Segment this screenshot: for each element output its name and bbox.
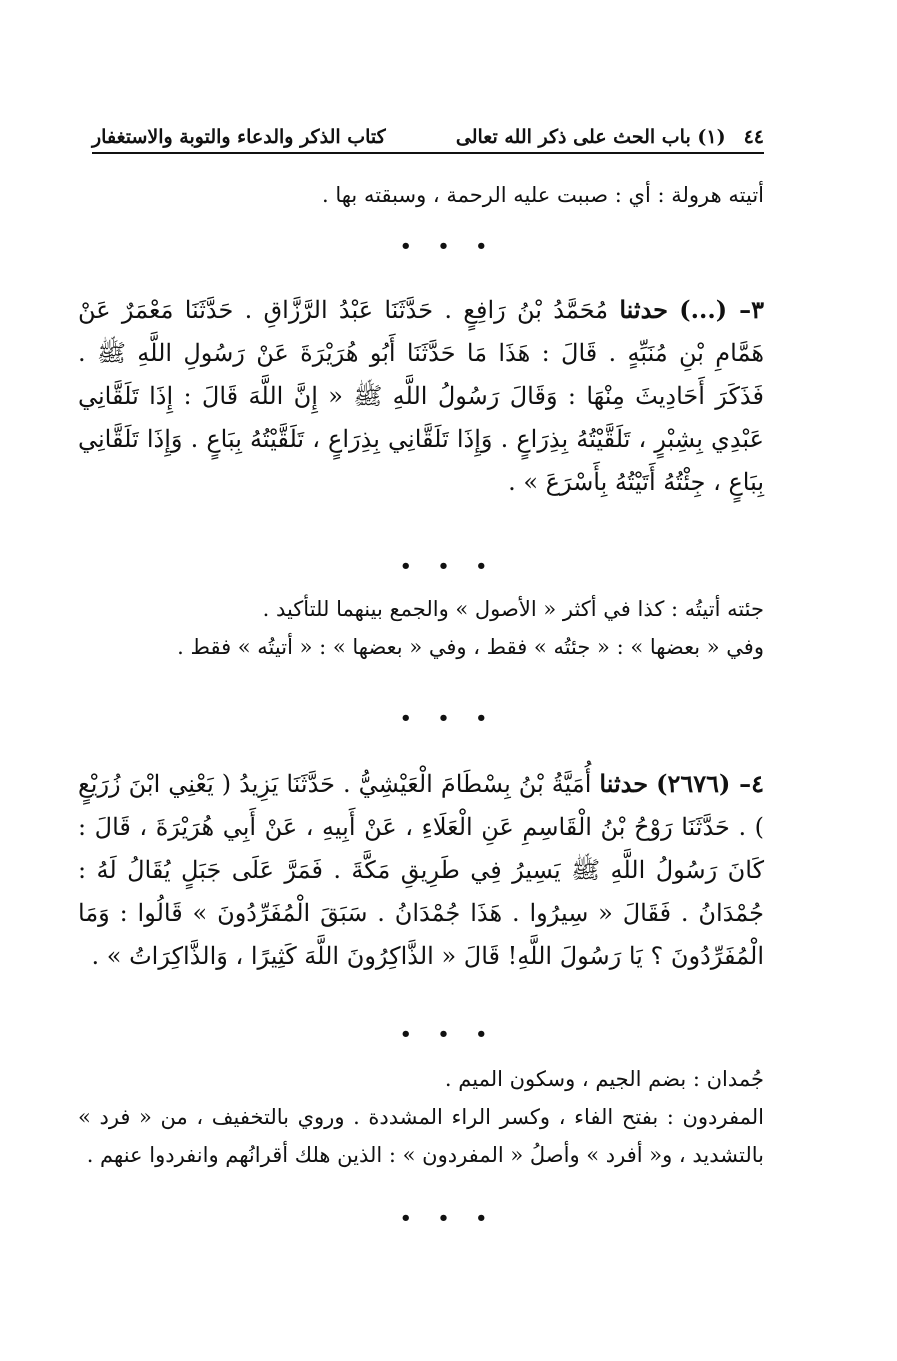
hadith-4-text: أُمَيَّةُ بْنُ بِسْطَامَ الْعَيْشِيُّ . حَدَّثَنَا يَزِيدُ ( يَعْنِي ابْنَ زُرَيْعٍ ) . حَدَّثَنَا رَوْحُ بْنُ الْقَاسِمِ عَنِ الْعَلَاءِ ، عَنْ أَبِيهِ ، عَنْ أَبِي هُرَيْرَةَ ، قَالَ : كَانَ رَسُولُ اللَّهِ ﷺ يَسِيرُ فِي طَرِيقِ مَكَّةَ . فَمَرَّ عَلَى جَبَلٍ يُقَالُ لَهُ : جُمْدَانُ . فَقَالَ « سِيرُوا . هَذَا جُمْدَانُ . سَبَقَ الْمُفَرِّدُونَ » قَالُوا : وَمَا الْمُفَرِّدُونَ ؟ يَا رَسُولَ اللَّهِ! قَالَ « الذَّاكِرُونَ اللَّهَ كَثِيرًا ، وَالذَّاكِرَاتُ » . <box>78 770 764 970</box>
separator-3: • • • <box>399 708 498 729</box>
hadith-3-lead: حدثنا <box>619 295 669 324</box>
running-header <box>92 114 764 154</box>
separator-1: • • • <box>399 236 498 257</box>
note-4 <box>78 1060 764 1174</box>
note-3-line-2: وفي « بعضها » : « جئتُه » فقط ، وفي « بعضها » : « أتيتُه » فقط . <box>177 635 764 659</box>
hadith-3-text: مُحَمَّدُ بْنُ رَافِعٍ . حَدَّثَنَا عَبْدُ الرَّزَّاقِ . حَدَّثَنَا مَعْمَرٌ عَنْ هَمَّامِ بْنِ مُنَبِّهٍ . قَالَ : هَذَا مَا حَدَّثَنَا أَبُو هُرَيْرَةَ عَنْ رَسُولِ اللَّهِ ﷺ . فَذَكَرَ أَحَادِيثَ مِنْهَا : وَقَالَ رَسُولُ اللَّهِ ﷺ « إِنَّ اللَّهَ قَالَ : إِذَا تَلَقَّانِي عَبْدِي بِشِبْرٍ ، تَلَقَّيْتُهُ بِذِرَاعٍ . وَإِذَا تَلَقَّانِي بِذِرَاعٍ ، تَلَقَّيْتُهُ بِبَاعٍ . وَإِذَا تَلَقَّانِي بِبَاعٍ ، جِئْتُهُ أَتَيْتُهُ بِأَسْرَعَ » . <box>78 296 764 496</box>
page-number: ٤٤ <box>743 126 764 148</box>
section-title: (١) باب الحث على ذكر الله تعالى <box>455 126 726 148</box>
note-top <box>78 176 764 214</box>
separator-4: • • • <box>399 1024 498 1045</box>
hadith-3-number: ٣– (...) <box>679 295 764 324</box>
hadith-4 <box>78 762 764 978</box>
hadith-4-number: ٤– (٢٦٧٦) <box>656 769 764 798</box>
note-3-line-1: جئته أتيتُه : كذا في أكثر « الأصول » والجمع بينهما للتأكيد . <box>262 597 764 621</box>
note-4-line-1: جُمدان : بضم الجيم ، وسكون الميم . <box>444 1067 764 1091</box>
hadith-4-lead: حدثنا <box>599 769 649 798</box>
separator-5: • • • <box>399 1208 498 1229</box>
hadith-3 <box>78 288 764 504</box>
book-title: كتاب الذكر والدعاء والتوبة والاستغفار <box>92 126 386 148</box>
note-3 <box>78 590 764 666</box>
note-4-line-2: المفردون : بفتح الفاء ، وكسر الراء المشددة . وروي بالتخفيف ، من « فرد » بالتشديد ، و« أفرد » وأصلُ « المفردون » : الذين هلك أقرانُهم وانفردوا عنهم . <box>78 1105 764 1167</box>
note-top-text: أتيته هرولة : أي : صببت عليه الرحمة ، وسبقته بها . <box>322 183 764 207</box>
separator-2: • • • <box>399 556 498 577</box>
